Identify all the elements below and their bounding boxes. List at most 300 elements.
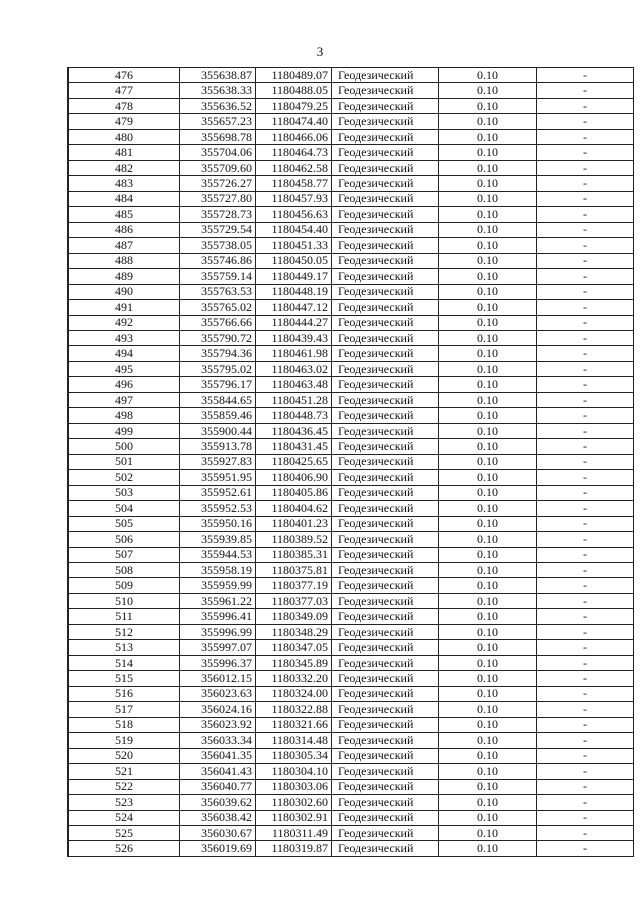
method-cell: Геодезический (332, 686, 439, 701)
table-row (69, 330, 634, 345)
y-coordinate-cell: 1180404.62 (256, 501, 332, 516)
note-cell: - (537, 346, 634, 361)
table-row (69, 655, 634, 670)
note-cell: - (537, 454, 634, 469)
y-coordinate-cell: 1180489.07 (256, 68, 332, 83)
accuracy-cell: 0.10 (439, 207, 537, 222)
note-cell: - (537, 516, 634, 531)
table-row (69, 702, 634, 717)
accuracy-cell: 0.10 (439, 532, 537, 547)
accuracy-cell: 0.10 (439, 377, 537, 392)
note-cell: - (537, 655, 634, 670)
x-coordinate-cell: 355900.44 (180, 423, 256, 438)
x-coordinate-cell: 355709.60 (180, 160, 256, 175)
point-number-cell: 511 (69, 609, 180, 624)
y-coordinate-cell: 1180349.09 (256, 609, 332, 624)
accuracy-cell: 0.10 (439, 671, 537, 686)
note-cell: - (537, 470, 634, 485)
point-number-cell: 510 (69, 593, 180, 608)
y-coordinate-cell: 1180450.05 (256, 253, 332, 268)
y-coordinate-cell: 1180479.25 (256, 98, 332, 113)
y-coordinate-cell: 1180463.02 (256, 361, 332, 376)
table-row (69, 532, 634, 547)
note-cell: - (537, 485, 634, 500)
note-cell: - (537, 439, 634, 454)
point-number-cell: 518 (69, 717, 180, 732)
point-number-cell: 504 (69, 501, 180, 516)
method-cell: Геодезический (332, 470, 439, 485)
x-coordinate-cell: 355729.54 (180, 222, 256, 237)
accuracy-cell: 0.10 (439, 346, 537, 361)
point-number-cell: 521 (69, 764, 180, 779)
table-row (69, 129, 634, 144)
accuracy-cell: 0.10 (439, 176, 537, 191)
point-number-cell: 492 (69, 315, 180, 330)
y-coordinate-cell: 1180319.87 (256, 841, 332, 856)
point-number-cell: 489 (69, 269, 180, 284)
point-number-cell: 513 (69, 640, 180, 655)
method-cell: Геодезический (332, 207, 439, 222)
table-row (69, 98, 634, 113)
method-cell: Геодезический (332, 160, 439, 175)
table-row (69, 516, 634, 531)
point-number-cell: 501 (69, 454, 180, 469)
method-cell: Геодезический (332, 423, 439, 438)
point-number-cell: 486 (69, 222, 180, 237)
method-cell: Геодезический (332, 377, 439, 392)
note-cell: - (537, 207, 634, 222)
note-cell: - (537, 702, 634, 717)
x-coordinate-cell: 355795.02 (180, 361, 256, 376)
note-cell: - (537, 501, 634, 516)
note-cell: - (537, 640, 634, 655)
y-coordinate-cell: 1180447.12 (256, 300, 332, 315)
y-coordinate-cell: 1180322.88 (256, 702, 332, 717)
table-row (69, 114, 634, 129)
table-row (69, 392, 634, 407)
note-cell: - (537, 83, 634, 98)
accuracy-cell: 0.10 (439, 485, 537, 500)
accuracy-cell: 0.10 (439, 640, 537, 655)
method-cell: Геодезический (332, 253, 439, 268)
x-coordinate-cell: 356019.69 (180, 841, 256, 856)
x-coordinate-cell: 355952.53 (180, 501, 256, 516)
method-cell: Геодезический (332, 145, 439, 160)
method-cell: Геодезический (332, 578, 439, 593)
note-cell: - (537, 377, 634, 392)
method-cell: Геодезический (332, 222, 439, 237)
point-number-cell: 508 (69, 563, 180, 578)
table-row (69, 408, 634, 423)
note-cell: - (537, 300, 634, 315)
table-row (69, 501, 634, 516)
x-coordinate-cell: 355638.33 (180, 83, 256, 98)
y-coordinate-cell: 1180466.06 (256, 129, 332, 144)
point-number-cell: 476 (69, 68, 180, 83)
accuracy-cell: 0.10 (439, 795, 537, 810)
accuracy-cell: 0.10 (439, 129, 537, 144)
point-number-cell: 505 (69, 516, 180, 531)
x-coordinate-cell: 355927.83 (180, 454, 256, 469)
y-coordinate-cell: 1180458.77 (256, 176, 332, 191)
point-number-cell: 509 (69, 578, 180, 593)
method-cell: Геодезический (332, 98, 439, 113)
x-coordinate-cell: 355738.05 (180, 238, 256, 253)
note-cell: - (537, 315, 634, 330)
accuracy-cell: 0.10 (439, 841, 537, 856)
note-cell: - (537, 222, 634, 237)
accuracy-cell: 0.10 (439, 315, 537, 330)
method-cell: Геодезический (332, 547, 439, 562)
note-cell: - (537, 191, 634, 206)
table-row (69, 624, 634, 639)
x-coordinate-cell: 355704.06 (180, 145, 256, 160)
table-row (69, 671, 634, 686)
table-row (69, 470, 634, 485)
x-coordinate-cell: 356040.77 (180, 779, 256, 794)
accuracy-cell: 0.10 (439, 717, 537, 732)
accuracy-cell: 0.10 (439, 810, 537, 825)
table-row (69, 547, 634, 562)
point-number-cell: 496 (69, 377, 180, 392)
x-coordinate-cell: 355996.37 (180, 655, 256, 670)
accuracy-cell: 0.10 (439, 222, 537, 237)
method-cell: Геодезический (332, 300, 439, 315)
x-coordinate-cell: 355958.19 (180, 563, 256, 578)
table-row (69, 253, 634, 268)
method-cell: Геодезический (332, 779, 439, 794)
x-coordinate-cell: 355746.86 (180, 253, 256, 268)
y-coordinate-cell: 1180461.98 (256, 346, 332, 361)
point-number-cell: 477 (69, 83, 180, 98)
method-cell: Геодезический (332, 176, 439, 191)
y-coordinate-cell: 1180303.06 (256, 779, 332, 794)
method-cell: Геодезический (332, 841, 439, 856)
accuracy-cell: 0.10 (439, 439, 537, 454)
y-coordinate-cell: 1180332.20 (256, 671, 332, 686)
x-coordinate-cell: 355913.78 (180, 439, 256, 454)
note-cell: - (537, 795, 634, 810)
note-cell: - (537, 733, 634, 748)
x-coordinate-cell: 356033.34 (180, 733, 256, 748)
x-coordinate-cell: 355636.52 (180, 98, 256, 113)
x-coordinate-cell: 356041.35 (180, 748, 256, 763)
method-cell: Геодезический (332, 748, 439, 763)
note-cell: - (537, 253, 634, 268)
method-cell: Геодезический (332, 238, 439, 253)
page-number: 3 (316, 44, 324, 59)
x-coordinate-cell: 355763.53 (180, 284, 256, 299)
accuracy-cell: 0.10 (439, 748, 537, 763)
method-cell: Геодезический (332, 408, 439, 423)
x-coordinate-cell: 356039.62 (180, 795, 256, 810)
table-row (69, 145, 634, 160)
point-number-cell: 500 (69, 439, 180, 454)
y-coordinate-cell: 1180456.63 (256, 207, 332, 222)
note-cell: - (537, 238, 634, 253)
point-number-cell: 517 (69, 702, 180, 717)
method-cell: Геодезический (332, 129, 439, 144)
note-cell: - (537, 68, 634, 83)
point-number-cell: 483 (69, 176, 180, 191)
coordinates-table (68, 67, 634, 857)
accuracy-cell: 0.10 (439, 578, 537, 593)
point-number-cell: 523 (69, 795, 180, 810)
note-cell: - (537, 160, 634, 175)
note-cell: - (537, 408, 634, 423)
method-cell: Геодезический (332, 346, 439, 361)
table-row (69, 346, 634, 361)
method-cell: Геодезический (332, 454, 439, 469)
note-cell: - (537, 532, 634, 547)
x-coordinate-cell: 355996.99 (180, 624, 256, 639)
x-coordinate-cell: 355794.36 (180, 346, 256, 361)
note-cell: - (537, 686, 634, 701)
accuracy-cell: 0.10 (439, 160, 537, 175)
y-coordinate-cell: 1180448.19 (256, 284, 332, 299)
note-cell: - (537, 269, 634, 284)
y-coordinate-cell: 1180347.05 (256, 640, 332, 655)
method-cell: Геодезический (332, 702, 439, 717)
note-cell: - (537, 129, 634, 144)
note-cell: - (537, 609, 634, 624)
x-coordinate-cell: 355996.41 (180, 609, 256, 624)
note-cell: - (537, 563, 634, 578)
method-cell: Геодезический (332, 764, 439, 779)
y-coordinate-cell: 1180385.31 (256, 547, 332, 562)
x-coordinate-cell: 355727.80 (180, 191, 256, 206)
note-cell: - (537, 392, 634, 407)
table-row (69, 578, 634, 593)
y-coordinate-cell: 1180439.43 (256, 330, 332, 345)
table-row (69, 795, 634, 810)
x-coordinate-cell: 355961.22 (180, 593, 256, 608)
x-coordinate-cell: 355759.14 (180, 269, 256, 284)
note-cell: - (537, 98, 634, 113)
accuracy-cell: 0.10 (439, 686, 537, 701)
table-row (69, 779, 634, 794)
x-coordinate-cell: 356038.42 (180, 810, 256, 825)
x-coordinate-cell: 355950.16 (180, 516, 256, 531)
x-coordinate-cell: 355796.17 (180, 377, 256, 392)
table-row (69, 454, 634, 469)
point-number-cell: 515 (69, 671, 180, 686)
table-row (69, 222, 634, 237)
table-row (69, 717, 634, 732)
accuracy-cell: 0.10 (439, 454, 537, 469)
accuracy-cell: 0.10 (439, 145, 537, 160)
note-cell: - (537, 176, 634, 191)
x-coordinate-cell: 356030.67 (180, 825, 256, 840)
accuracy-cell: 0.10 (439, 68, 537, 83)
y-coordinate-cell: 1180348.29 (256, 624, 332, 639)
point-number-cell: 520 (69, 748, 180, 763)
y-coordinate-cell: 1180389.52 (256, 532, 332, 547)
note-cell: - (537, 361, 634, 376)
x-coordinate-cell: 356041.43 (180, 764, 256, 779)
x-coordinate-cell: 355790.72 (180, 330, 256, 345)
method-cell: Геодезический (332, 392, 439, 407)
y-coordinate-cell: 1180464.73 (256, 145, 332, 160)
accuracy-cell: 0.10 (439, 238, 537, 253)
y-coordinate-cell: 1180406.90 (256, 470, 332, 485)
note-cell: - (537, 330, 634, 345)
point-number-cell: 497 (69, 392, 180, 407)
x-coordinate-cell: 355859.46 (180, 408, 256, 423)
method-cell: Геодезический (332, 485, 439, 500)
accuracy-cell: 0.10 (439, 624, 537, 639)
point-number-cell: 487 (69, 238, 180, 253)
method-cell: Геодезический (332, 315, 439, 330)
y-coordinate-cell: 1180324.00 (256, 686, 332, 701)
point-number-cell: 479 (69, 114, 180, 129)
y-coordinate-cell: 1180451.33 (256, 238, 332, 253)
accuracy-cell: 0.10 (439, 98, 537, 113)
y-coordinate-cell: 1180462.58 (256, 160, 332, 175)
x-coordinate-cell: 355959.99 (180, 578, 256, 593)
table-body (69, 68, 634, 857)
table-row (69, 423, 634, 438)
accuracy-cell: 0.10 (439, 191, 537, 206)
table-row (69, 764, 634, 779)
point-number-cell: 499 (69, 423, 180, 438)
accuracy-cell: 0.10 (439, 330, 537, 345)
note-cell: - (537, 114, 634, 129)
x-coordinate-cell: 355951.95 (180, 470, 256, 485)
point-number-cell: 516 (69, 686, 180, 701)
table-row (69, 748, 634, 763)
method-cell: Геодезический (332, 361, 439, 376)
note-cell: - (537, 624, 634, 639)
x-coordinate-cell: 355698.78 (180, 129, 256, 144)
method-cell: Геодезический (332, 516, 439, 531)
method-cell: Геодезический (332, 609, 439, 624)
x-coordinate-cell: 355952.61 (180, 485, 256, 500)
x-coordinate-cell: 355728.73 (180, 207, 256, 222)
table-row (69, 377, 634, 392)
method-cell: Геодезический (332, 114, 439, 129)
x-coordinate-cell: 355766.66 (180, 315, 256, 330)
point-number-cell: 482 (69, 160, 180, 175)
table-row (69, 238, 634, 253)
point-number-cell: 490 (69, 284, 180, 299)
accuracy-cell: 0.10 (439, 300, 537, 315)
table-row (69, 563, 634, 578)
point-number-cell: 480 (69, 129, 180, 144)
accuracy-cell: 0.10 (439, 114, 537, 129)
table-row (69, 176, 634, 191)
x-coordinate-cell: 356023.63 (180, 686, 256, 701)
point-number-cell: 484 (69, 191, 180, 206)
note-cell: - (537, 671, 634, 686)
method-cell: Геодезический (332, 624, 439, 639)
x-coordinate-cell: 356023.92 (180, 717, 256, 732)
point-number-cell: 502 (69, 470, 180, 485)
note-cell: - (537, 593, 634, 608)
table-row (69, 841, 634, 856)
table-row (69, 83, 634, 98)
method-cell: Геодезический (332, 640, 439, 655)
method-cell: Геодезический (332, 733, 439, 748)
point-number-cell: 498 (69, 408, 180, 423)
method-cell: Геодезический (332, 717, 439, 732)
accuracy-cell: 0.10 (439, 392, 537, 407)
y-coordinate-cell: 1180431.45 (256, 439, 332, 454)
accuracy-cell: 0.10 (439, 470, 537, 485)
accuracy-cell: 0.10 (439, 361, 537, 376)
table-row (69, 207, 634, 222)
point-number-cell: 514 (69, 655, 180, 670)
y-coordinate-cell: 1180304.10 (256, 764, 332, 779)
x-coordinate-cell: 355997.07 (180, 640, 256, 655)
y-coordinate-cell: 1180449.17 (256, 269, 332, 284)
point-number-cell: 493 (69, 330, 180, 345)
accuracy-cell: 0.10 (439, 779, 537, 794)
table-row (69, 686, 634, 701)
method-cell: Геодезический (332, 825, 439, 840)
table-row (69, 68, 634, 83)
table-row (69, 733, 634, 748)
y-coordinate-cell: 1180436.45 (256, 423, 332, 438)
note-cell: - (537, 717, 634, 732)
note-cell: - (537, 748, 634, 763)
method-cell: Геодезический (332, 671, 439, 686)
method-cell: Геодезический (332, 593, 439, 608)
note-cell: - (537, 810, 634, 825)
point-number-cell: 495 (69, 361, 180, 376)
accuracy-cell: 0.10 (439, 269, 537, 284)
point-number-cell: 478 (69, 98, 180, 113)
point-number-cell: 485 (69, 207, 180, 222)
table-row (69, 361, 634, 376)
y-coordinate-cell: 1180314.48 (256, 733, 332, 748)
table-row (69, 609, 634, 624)
y-coordinate-cell: 1180345.89 (256, 655, 332, 670)
y-coordinate-cell: 1180305.34 (256, 748, 332, 763)
accuracy-cell: 0.10 (439, 253, 537, 268)
y-coordinate-cell: 1180457.93 (256, 191, 332, 206)
x-coordinate-cell: 355765.02 (180, 300, 256, 315)
accuracy-cell: 0.10 (439, 825, 537, 840)
y-coordinate-cell: 1180302.60 (256, 795, 332, 810)
method-cell: Геодезический (332, 330, 439, 345)
x-coordinate-cell: 355939.85 (180, 532, 256, 547)
table-row (69, 810, 634, 825)
table-row (69, 284, 634, 299)
note-cell: - (537, 779, 634, 794)
method-cell: Геодезический (332, 191, 439, 206)
table-row (69, 825, 634, 840)
accuracy-cell: 0.10 (439, 764, 537, 779)
y-coordinate-cell: 1180454.40 (256, 222, 332, 237)
table-row (69, 640, 634, 655)
point-number-cell: 507 (69, 547, 180, 562)
y-coordinate-cell: 1180405.86 (256, 485, 332, 500)
method-cell: Геодезический (332, 439, 439, 454)
note-cell: - (537, 423, 634, 438)
y-coordinate-cell: 1180401.23 (256, 516, 332, 531)
method-cell: Геодезический (332, 810, 439, 825)
point-number-cell: 519 (69, 733, 180, 748)
table-row (69, 439, 634, 454)
note-cell: - (537, 578, 634, 593)
accuracy-cell: 0.10 (439, 501, 537, 516)
accuracy-cell: 0.10 (439, 83, 537, 98)
note-cell: - (537, 547, 634, 562)
note-cell: - (537, 284, 634, 299)
accuracy-cell: 0.10 (439, 547, 537, 562)
table-row (69, 485, 634, 500)
